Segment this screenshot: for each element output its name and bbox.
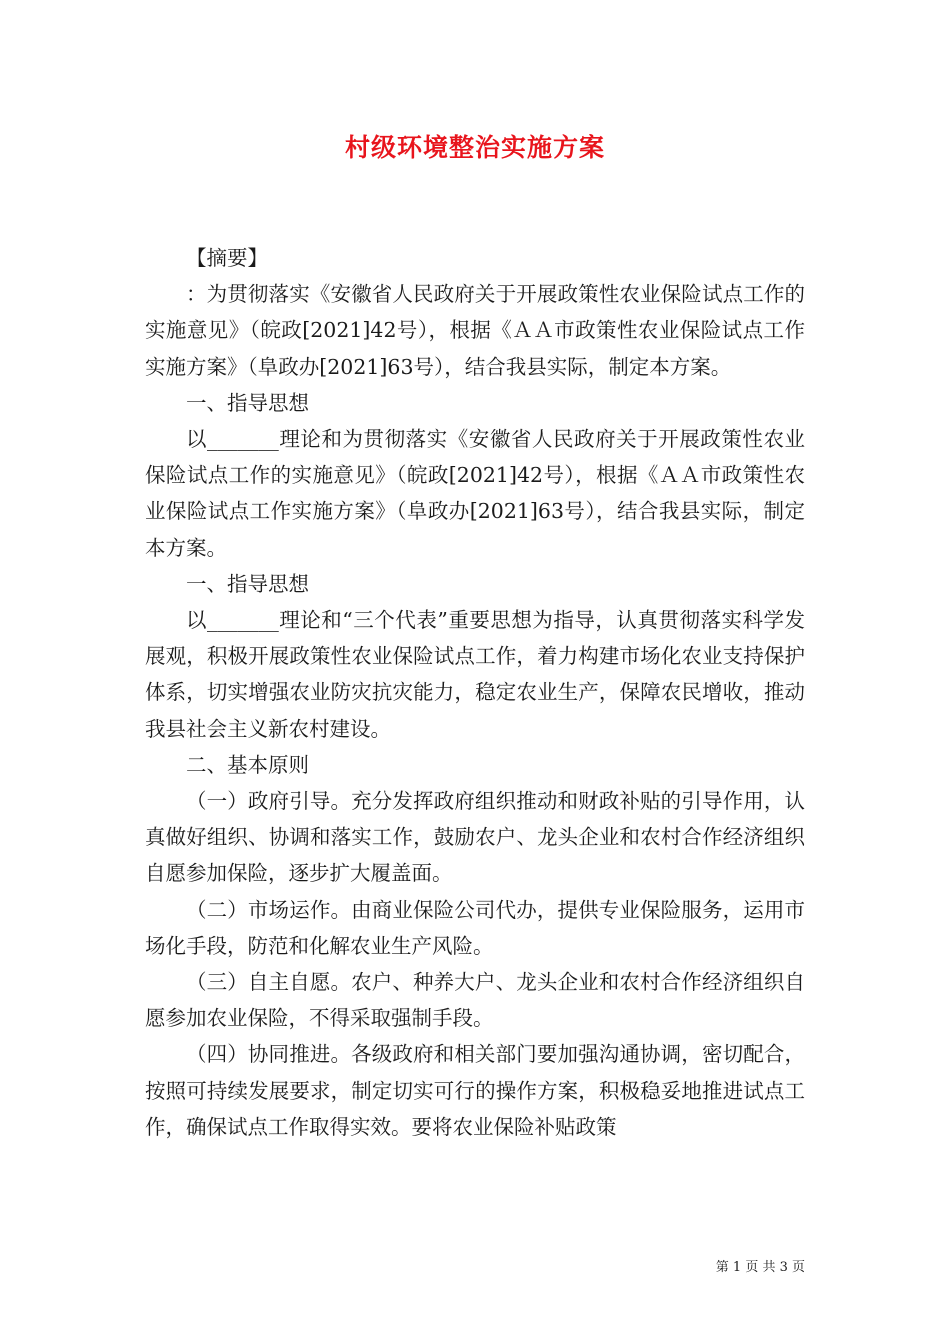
section-heading: 二、基本原则 (186, 752, 309, 777)
page-number: 第 1 页 共 3 页 (715, 1260, 805, 1275)
section-heading: 一、指导思想 (186, 390, 309, 415)
document-title: 村级环境整治实施方案 (344, 133, 605, 162)
abstract-heading: 【摘要】 (186, 246, 268, 270)
body-paragraph: 以_______理论和“三个代表”重要思想为指导，认真贯彻落实科学发展观，积极开展政策性农业保险试点工作，着力构建市场化农业支持保护体系，切实增强农业防灾抗灾能力，稳定农业生产，保障农民增收，推动我县社会主义新农村建设。 (145, 608, 805, 741)
principle-paragraph: （三）自主自愿。农户、种养大户、龙头企业和农村合作经济组织自愿参加农业保险，不得采取强制手段。 (145, 970, 805, 1031)
document-body (145, 240, 805, 1145)
abstract-paragraph: ：为贯彻落实《安徽省人民政府关于开展政策性农业保险试点工作的实施意见》（皖政[2021]42号），根据《ＡＡ市政策性农业保险试点工作实施方案》（阜政办[2021]63号），结合我县实际，制定本方案。 (145, 282, 805, 379)
principle-paragraph: （四）协同推进。各级政府和相关部门要加强沟通协调，密切配合，按照可持续发展要求，制定切实可行的操作方案，积极稳妥地推进试点工作，确保试点工作取得实效。要将农业保险补贴政策 (145, 1042, 805, 1139)
body-paragraph: 以_______理论和为贯彻落实《安徽省人民政府关于开展政策性农业保险试点工作的实施意见》（皖政[2021]42号），根据《ＡＡ市政策性农业保险试点工作实施方案》（阜政办[2021]63号），结合我县实际，制定本方案。 (145, 427, 805, 560)
principle-paragraph: （二）市场运作。由商业保险公司代办，提供专业保险服务，运用市场化手段，防范和化解农业生产风险。 (145, 897, 805, 958)
principle-paragraph: （一）政府引导。充分发挥政府组织推动和财政补贴的引导作用，认真做好组织、协调和落实工作，鼓励农户、龙头企业和农村合作经济组织自愿参加保险，逐步扩大履盖面。 (145, 789, 805, 886)
section-heading: 一、指导思想 (186, 571, 309, 596)
